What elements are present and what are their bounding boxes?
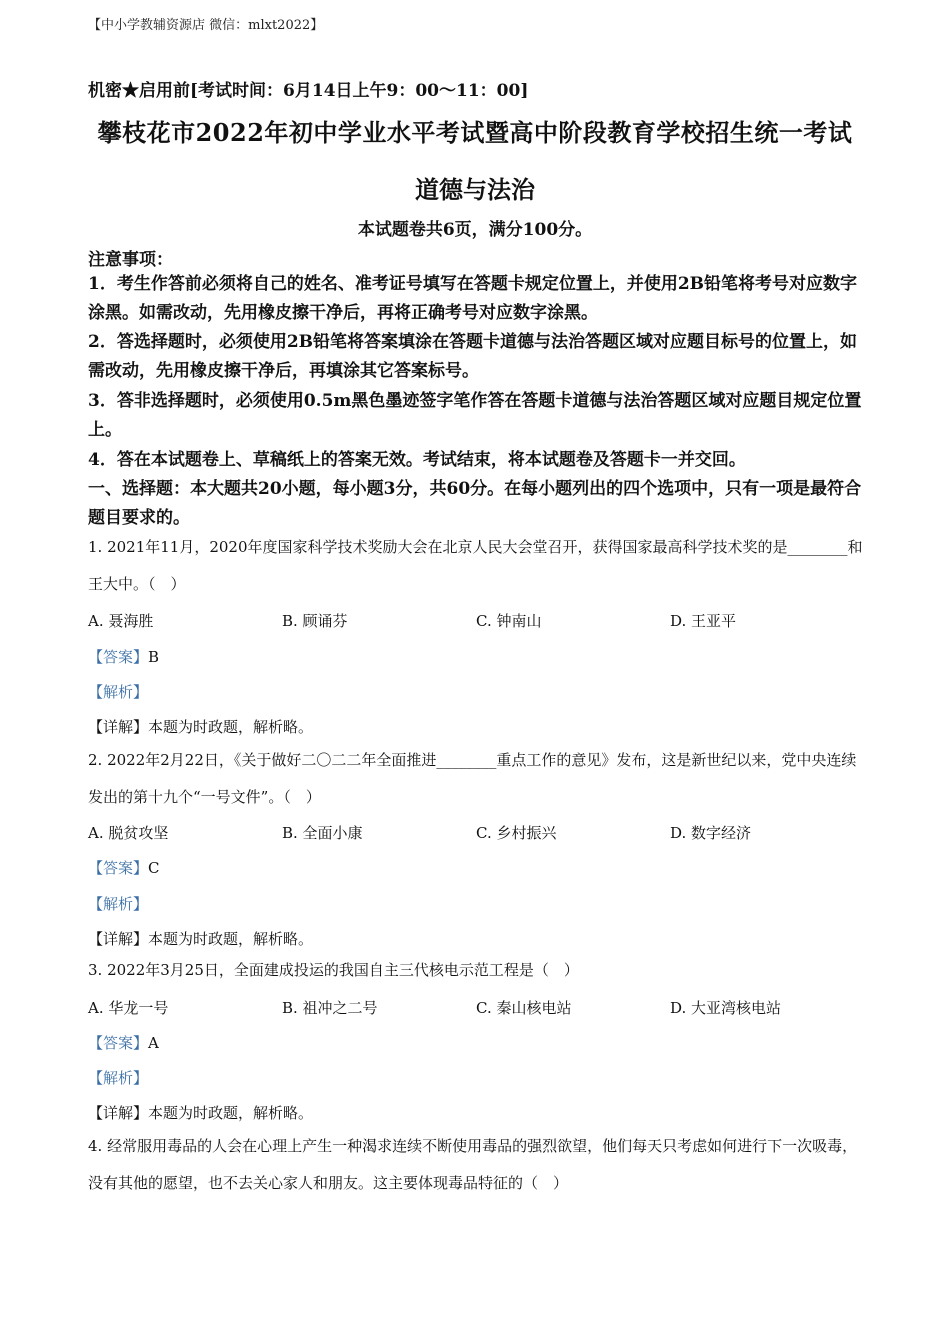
question-text: 3. 2022年3月25日，全面建成投运的我国自主三代核电示范工程是（ ）	[88, 961, 579, 979]
question-text: 1. 2021年11月，2020年度国家科学技术奖励大会在北京人民大会堂召开，获得国家最高科学技术奖的是________和王大中。（ ）	[88, 538, 863, 593]
option-c: C. 钟南山	[476, 612, 542, 630]
header-note: 【中小学教辅资源店 微信：mlxt2022】	[88, 18, 324, 33]
notice-item: 3．答非选择题时，必须使用0.5m黑色墨迹签字笔作答在答题卡道德与法治答题区域对应题目规定位置上。	[88, 391, 862, 440]
detail-line	[88, 716, 313, 737]
analysis-label: 【解析】	[88, 895, 149, 913]
option-c: C. 秦山核电站	[476, 999, 572, 1017]
question-options	[88, 610, 868, 634]
page-title: 攀枝花市2022年初中学业水平考试暨高中阶段教育学校招生统一考试	[97, 118, 853, 147]
question-options	[88, 822, 868, 846]
option-a: A. 脱贫攻坚	[88, 824, 169, 842]
detail-text: 本题为时政题，解析略。	[148, 1104, 314, 1122]
analysis-label: 【解析】	[88, 683, 149, 701]
detail-label: 【详解】	[88, 718, 149, 736]
detail-line	[88, 928, 313, 949]
option-c: C. 乡村振兴	[476, 824, 557, 842]
section-heading: 一、选择题：本大题共20小题，每小题3分，共60分。在每小题列出的四个选项中，只有一项是最符合题目要求的。	[88, 479, 862, 528]
option-a: A. 聂海胜	[88, 612, 154, 630]
detail-text: 本题为时政题，解析略。	[148, 718, 314, 736]
notice-heading: 注意事项：	[88, 250, 173, 270]
answer-line	[88, 857, 160, 878]
option-b: B. 祖冲之二号	[282, 999, 378, 1017]
answer-value: C	[148, 859, 160, 877]
detail-line	[88, 1102, 313, 1123]
answer-value: B	[148, 648, 160, 666]
question-text: 2. 2022年2月22日，《关于做好二〇二二年全面推进________重点工作的意见》发布，这是新世纪以来，党中央连续发出的第十九个“一号文件”。（ ）	[88, 751, 857, 806]
answer-label: 【答案】	[88, 1034, 149, 1052]
detail-text: 本题为时政题，解析略。	[148, 930, 314, 948]
notice-item: 2．答选择题时，必须使用2B铅笔将答案填涂在答题卡道德与法治答题区域对应题目标号的位置上，如需改动，先用橡皮擦干净后，再填涂其它答案标号。	[88, 332, 858, 381]
detail-label: 【详解】	[88, 930, 149, 948]
answer-label: 【答案】	[88, 859, 149, 877]
answer-label: 【答案】	[88, 648, 149, 666]
option-b: B. 全面小康	[282, 824, 363, 842]
option-a: A. 华龙一号	[88, 999, 169, 1017]
answer-line	[88, 1032, 159, 1053]
pages-info: 本试题卷共6页，满分100分。	[357, 220, 593, 240]
secret-line: 机密★启用前[考试时间：6月14日上午9：00～11：00]	[88, 81, 529, 101]
option-b: B. 顾诵芬	[282, 612, 348, 630]
analysis-label: 【解析】	[88, 1069, 149, 1087]
option-d: D. 王亚平	[670, 612, 737, 630]
answer-value: A	[148, 1034, 159, 1052]
notice-item: 1．考生作答前必须将自己的姓名、准考证号填写在答题卡规定位置上，并使用2B铅笔将考号对应数字涂黑。如需改动，先用橡皮擦干净后，再将正确考号对应数字涂黑。	[88, 274, 858, 323]
question-text: 4. 经常服用毒品的人会在心理上产生一种渴求连续不断使用毒品的强烈欲望，他们每天只考虑如何进行下一次吸毒，没有其他的愿望，也不去关心家人和朋友。这主要体现毒品特征的（ ）	[88, 1137, 858, 1192]
notice-item: 4．答在本试题卷上、草稿纸上的答案无效。考试结束，将本试题卷及答题卡一并交回。	[88, 450, 746, 470]
subject-title: 道德与法治	[415, 175, 535, 204]
detail-label: 【详解】	[88, 1104, 149, 1122]
answer-line	[88, 646, 159, 667]
question-options	[88, 997, 868, 1021]
option-d: D. 数字经济	[670, 824, 752, 842]
option-d: D. 大亚湾核电站	[670, 999, 782, 1017]
